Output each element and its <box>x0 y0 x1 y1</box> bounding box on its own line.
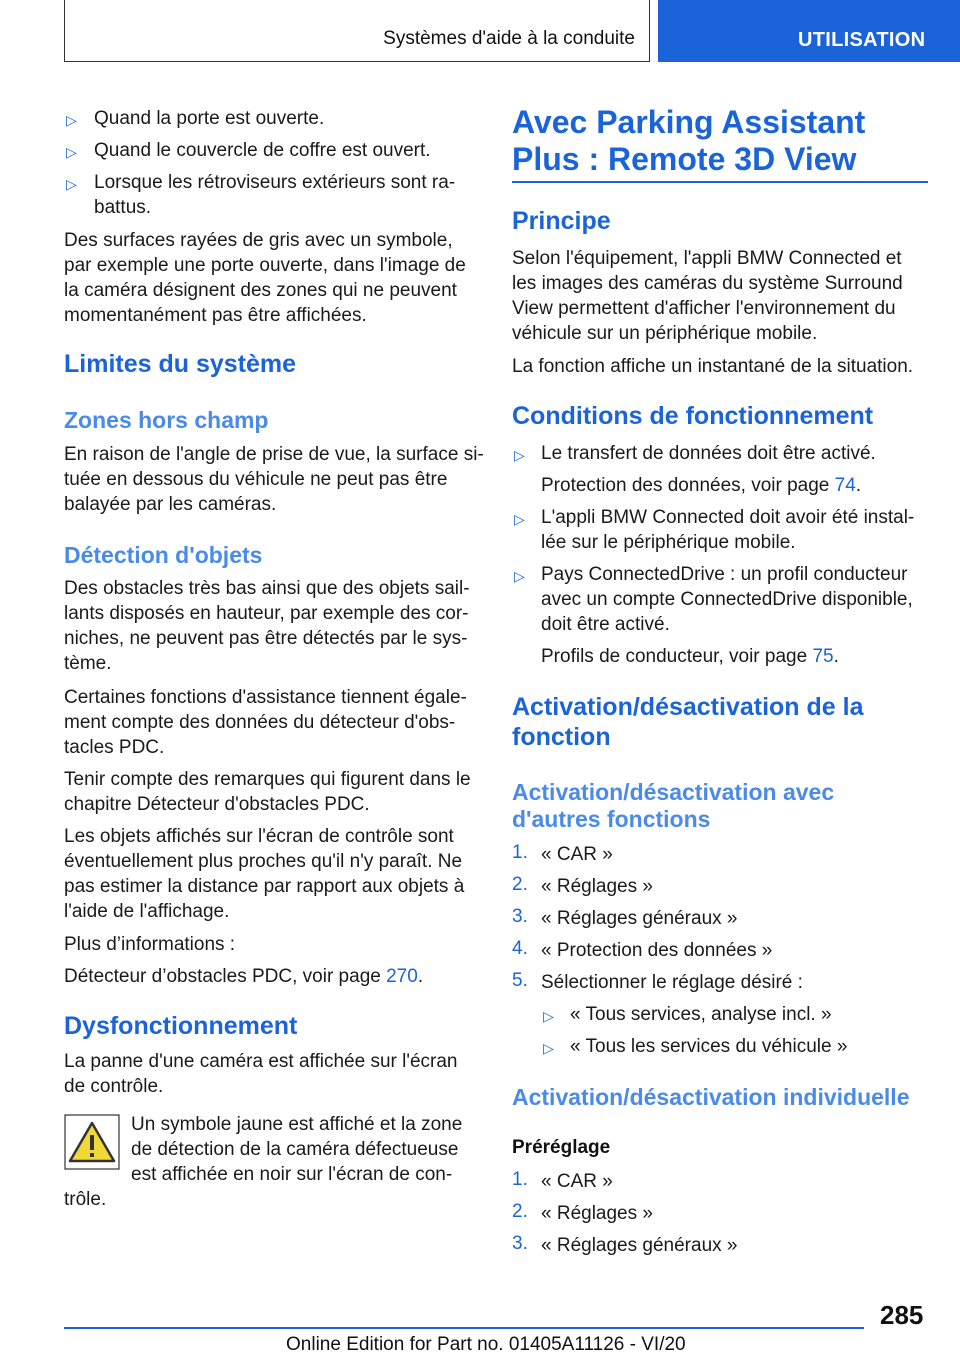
paragraph-line: tacles PDC. <box>64 737 165 758</box>
step-number: 5. <box>512 970 528 991</box>
heading-malfunction: Dysfonctionnement <box>64 1012 298 1040</box>
cross-reference: Protection des données, voir page 74. <box>541 475 862 496</box>
warning-icon <box>64 1114 120 1170</box>
bullet-item-cont: avec un compte ConnectedDrive disponible, <box>541 589 913 610</box>
paragraph-line: de contrôle. <box>64 1076 164 1097</box>
paragraph-line: Des surfaces rayées de gris avec un symbole, <box>64 230 453 251</box>
step-text: « Réglages » <box>541 1203 653 1224</box>
heading-activation: fonction <box>512 723 611 751</box>
paragraph-line: lants disposés en hauteur, par exemple des cor- <box>64 603 469 624</box>
header-chapter-box <box>658 0 960 62</box>
paragraph-line: par exemple une porte ouverte, dans l'image de <box>64 255 466 276</box>
paragraph-line: ment compte des données du détecteur d'obs- <box>64 712 456 733</box>
paragraph-line: En raison de l'angle de prise de vue, la surface si- <box>64 444 484 465</box>
sub-option: « Tous les services du véhicule » <box>570 1036 848 1057</box>
paragraph-line: l'aide de l'affichage. <box>64 901 230 922</box>
step-number: 1. <box>512 842 528 863</box>
bullet-triangle-icon: ▷ <box>514 568 525 584</box>
paragraph-line: tème. <box>64 653 112 674</box>
page-link[interactable]: 74 <box>834 475 856 496</box>
heading-limits: Limites du système <box>64 350 297 378</box>
paragraph-line: éventuellement plus proches qu'il n'y paraît. Ne <box>64 851 463 872</box>
header-section-box <box>64 0 650 62</box>
paragraph-line: Tenir compte des remarques qui figurent dans le <box>64 769 471 790</box>
bullet-item-cont: lée sur le périphérique mobile. <box>541 532 796 553</box>
step-number: 3. <box>512 1233 528 1254</box>
cross-reference: Détecteur d’obstacles PDC, voir page 270. <box>64 966 424 987</box>
bullet-item-cont: battus. <box>94 197 152 218</box>
paragraph-line: View permettent d'afficher l'environnement du <box>512 298 896 319</box>
step-number: 3. <box>512 906 528 927</box>
step-text: « CAR » <box>541 844 613 865</box>
bullet-triangle-icon: ▷ <box>514 511 525 527</box>
heading-conditions: Conditions de fonctionnement <box>512 402 874 430</box>
step-number: 1. <box>512 1169 528 1190</box>
page-number: 285 <box>880 1300 924 1330</box>
step-number: 2. <box>512 1201 528 1222</box>
more-info-label: Plus d’informations : <box>64 934 236 955</box>
edition-note: Online Edition for Part no. 01405A11126 - VI/20 <box>286 1334 686 1355</box>
warning-text: Un symbole jaune est affiché et la zone <box>131 1114 463 1135</box>
bullet-item-cont: doit être activé. <box>541 614 670 635</box>
title-rule <box>512 181 928 183</box>
step-text: « Réglages généraux » <box>541 908 738 929</box>
chapter-title: UTILISATION <box>798 29 926 51</box>
page-link[interactable]: 75 <box>812 646 834 667</box>
heading-with-other: Activation/désactivation avec <box>512 779 835 805</box>
heading-with-other: d'autres fonctions <box>512 806 711 832</box>
step-text: Sélectionner le réglage désiré : <box>541 972 803 993</box>
paragraph-line: pas estimer la distance par rapport aux objets à <box>64 876 465 897</box>
page-link[interactable]: 270 <box>386 966 418 987</box>
bullet-triangle-icon: ▷ <box>514 447 525 463</box>
bullet-triangle-icon: ▷ <box>543 1008 554 1024</box>
step-number: 2. <box>512 874 528 895</box>
paragraph-line: La fonction affiche un instantané de la situation. <box>512 356 914 377</box>
footer-rule <box>64 1327 864 1329</box>
step-number: 4. <box>512 938 528 959</box>
bullet-item: Quand le couvercle de coffre est ouvert. <box>94 140 431 161</box>
heading-preset: Préréglage <box>512 1137 611 1158</box>
paragraph-line: les images des caméras du système Surround <box>512 273 903 294</box>
cross-reference: Profils de conducteur, voir page 75. <box>541 646 839 667</box>
warning-text: est affichée en noir sur l'écran de con- <box>131 1164 453 1185</box>
paragraph-line: Certaines fonctions d'assistance tiennent égale- <box>64 687 467 708</box>
heading-principle: Principe <box>512 207 611 235</box>
heading-activation: Activation/désactivation de la <box>512 693 864 721</box>
paragraph-line: la caméra désignent des zones qui ne peuvent <box>64 280 457 301</box>
warning-text: de détection de la caméra défectueuse <box>131 1139 459 1160</box>
bullet-triangle-icon: ▷ <box>543 1040 554 1056</box>
page-title: Avec Parking Assistant <box>512 104 866 140</box>
heading-detection: Détection d'objets <box>64 542 263 568</box>
bullet-item: Le transfert de données doit être activé. <box>541 443 876 464</box>
paragraph-line: véhicule sur un périphérique mobile. <box>512 323 818 344</box>
paragraph-line: Selon l'équipement, l'appli BMW Connected et <box>512 248 902 269</box>
paragraph-line: La panne d'une caméra est affichée sur l'écran <box>64 1051 458 1072</box>
paragraph-line: tuée en dessous du véhicule ne peut pas être <box>64 469 448 490</box>
paragraph-line: Les objets affichés sur l'écran de contrôle sont <box>64 826 454 847</box>
paragraph-line: chapitre Détecteur d'obstacles PDC. <box>64 794 370 815</box>
warning-text: trôle. <box>64 1189 107 1210</box>
bullet-triangle-icon: ▷ <box>66 176 77 192</box>
step-text: « Protection des données » <box>541 940 773 961</box>
paragraph-line: Des obstacles très bas ainsi que des objets sail- <box>64 578 470 599</box>
sub-option: « Tous services, analyse incl. » <box>570 1004 832 1025</box>
paragraph-line: niches, ne peuvent pas être détectés par le sys- <box>64 628 468 649</box>
bullet-triangle-icon: ▷ <box>66 144 77 160</box>
heading-zones: Zones hors champ <box>64 407 269 433</box>
paragraph-line: balayée par les caméras. <box>64 494 277 515</box>
step-text: « CAR » <box>541 1171 613 1192</box>
page-title: Plus : Remote 3D View <box>512 141 857 177</box>
bullet-item: Lorsque les rétroviseurs extérieurs sont ra- <box>94 172 456 193</box>
reference-text: Profils de conducteur, voir page <box>541 646 813 667</box>
bullet-triangle-icon: ▷ <box>66 112 77 128</box>
reference-text: Détecteur d’obstacles PDC, voir page <box>64 966 387 987</box>
bullet-item: Quand la porte est ouverte. <box>94 108 325 129</box>
bullet-item: L'appli BMW Connected doit avoir été instal- <box>541 507 915 528</box>
section-title: Systèmes d'aide à la conduite <box>383 28 635 49</box>
step-text: « Réglages » <box>541 876 653 897</box>
heading-individual: Activation/désactivation individuelle <box>512 1084 910 1110</box>
step-text: « Réglages généraux » <box>541 1235 738 1256</box>
bullet-item: Pays ConnectedDrive : un profil conducteur <box>541 564 908 585</box>
paragraph-line: momentanément pas être affichées. <box>64 305 367 326</box>
reference-text: Protection des données, voir page <box>541 475 835 496</box>
